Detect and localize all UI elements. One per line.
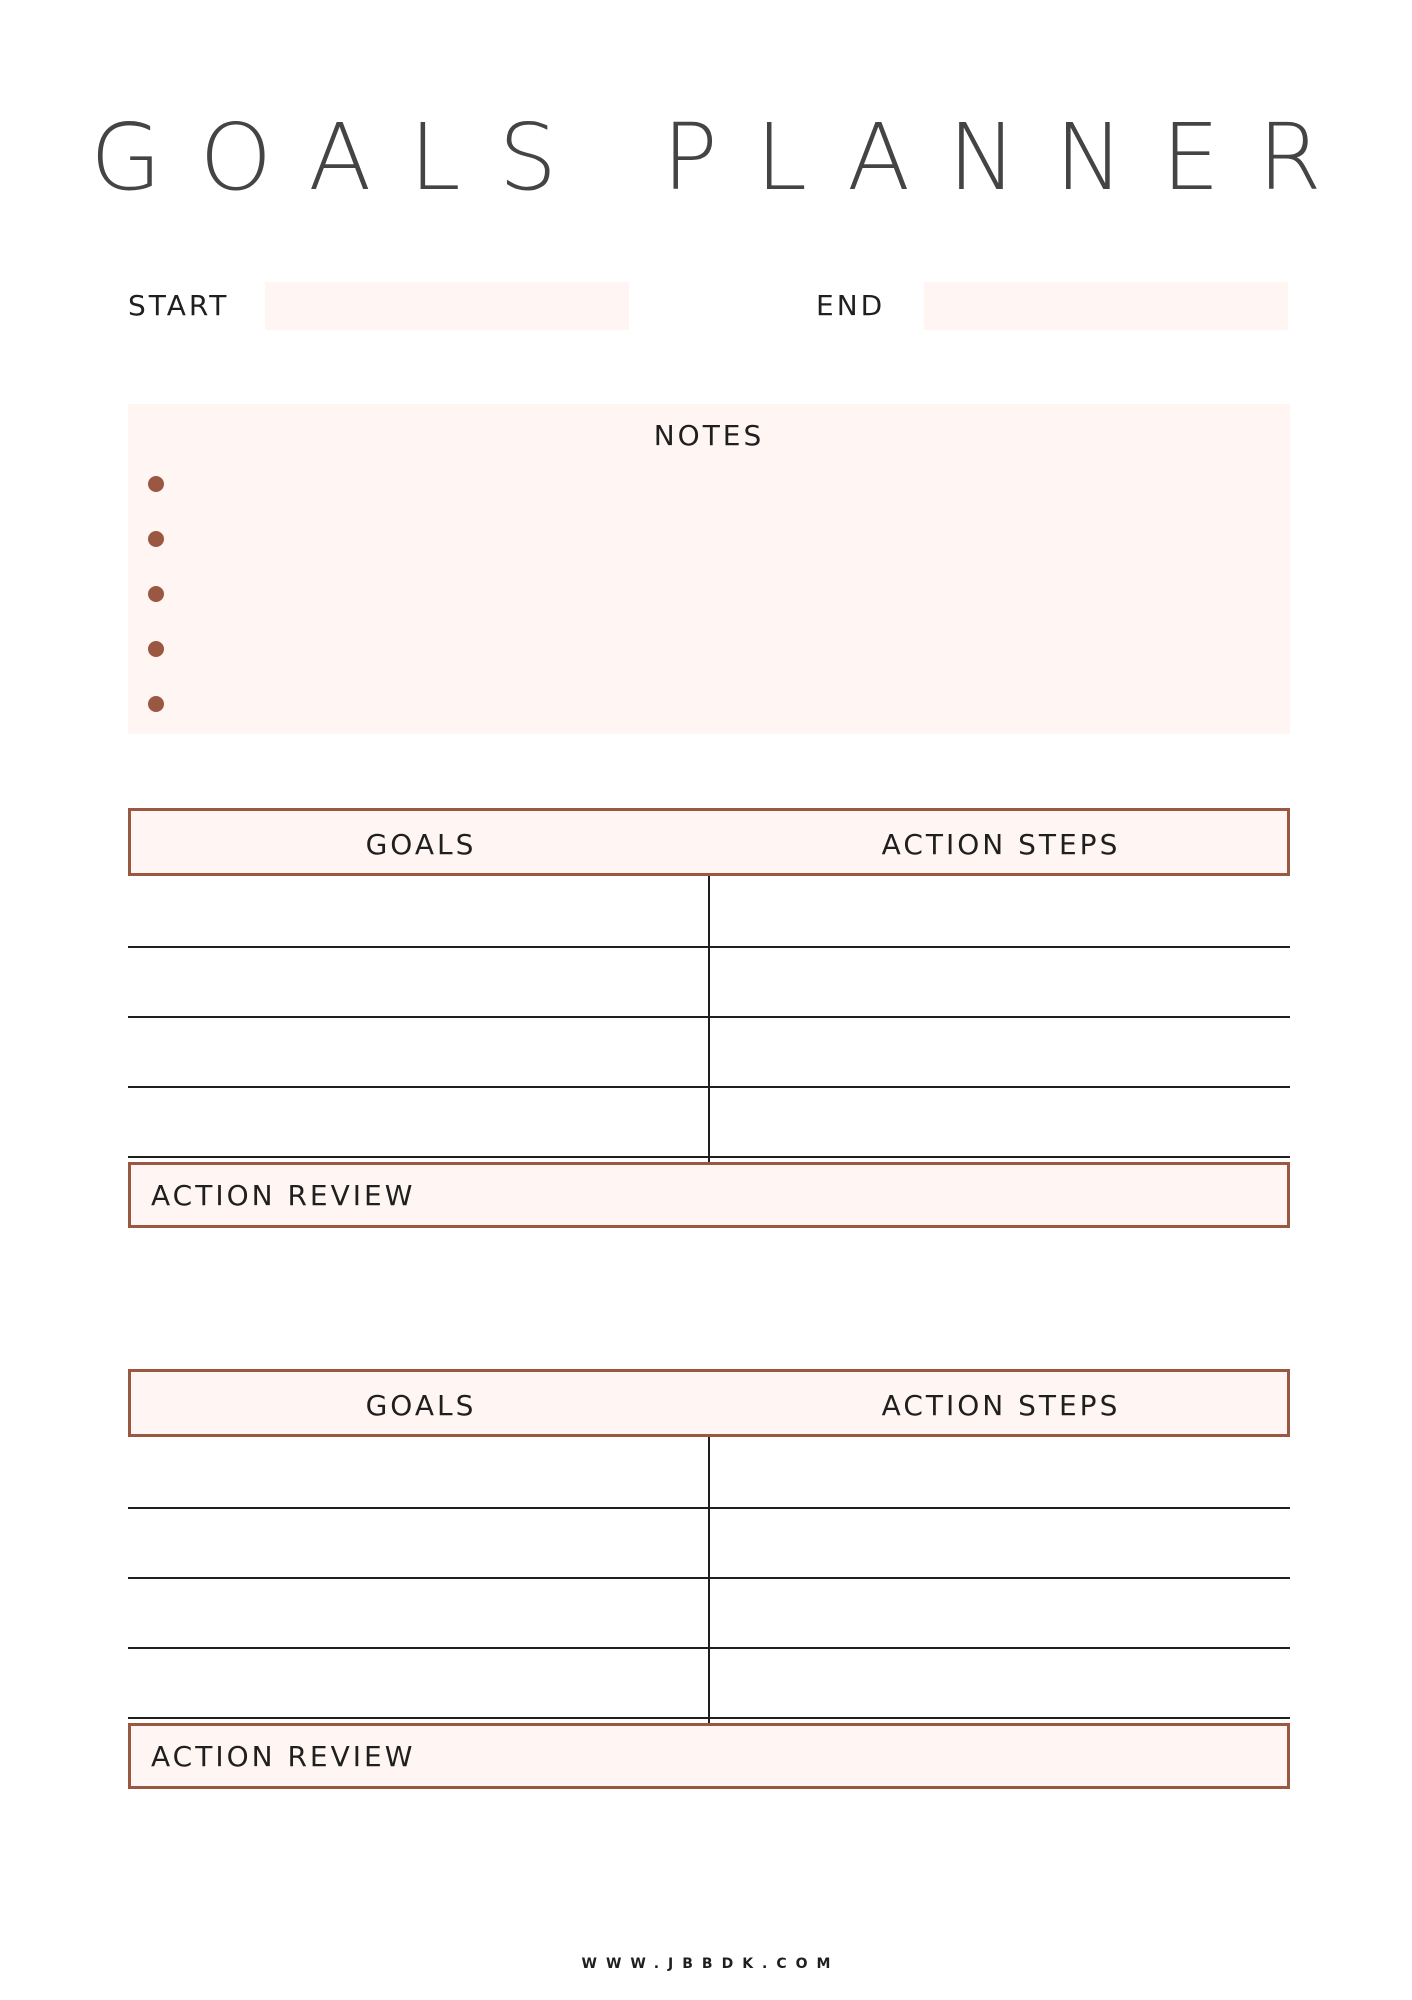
- end-date-field[interactable]: [924, 282, 1288, 330]
- end-label: END: [816, 289, 886, 322]
- action-step-cell[interactable]: [710, 1577, 1290, 1647]
- action-step-cell[interactable]: [710, 1016, 1290, 1086]
- goal-cell[interactable]: [128, 1507, 708, 1577]
- notes-bullet: [148, 641, 164, 657]
- action-review-label: ACTION REVIEW: [151, 1179, 416, 1212]
- action-step-cell[interactable]: [710, 1086, 1290, 1156]
- action-review-field[interactable]: [128, 1162, 1290, 1228]
- notes-bullet: [148, 696, 164, 712]
- footer-website: WWW.JBBDK.COM: [581, 1956, 840, 1972]
- action-steps-column-header: ACTION STEPS: [881, 1389, 1121, 1422]
- goal-cell[interactable]: [128, 946, 708, 1016]
- goals-table-header: [128, 1369, 1290, 1437]
- action-step-cell[interactable]: [710, 876, 1290, 946]
- goal-cell[interactable]: [128, 876, 708, 946]
- action-step-cell[interactable]: [710, 1507, 1290, 1577]
- goals-table-body: [128, 1437, 1290, 1723]
- goal-cell[interactable]: [128, 1577, 708, 1647]
- goals-section-2: [128, 1369, 1290, 1789]
- action-review-label: ACTION REVIEW: [151, 1740, 416, 1773]
- page-title: GOALS PLANNER: [90, 104, 1360, 211]
- start-label: START: [128, 289, 230, 322]
- goal-cell[interactable]: [128, 1647, 708, 1717]
- notes-panel[interactable]: [128, 404, 1290, 734]
- goal-cell[interactable]: [128, 1437, 708, 1507]
- goals-table-header: [128, 808, 1290, 876]
- action-step-cell[interactable]: [710, 1647, 1290, 1717]
- notes-bullet: [148, 586, 164, 602]
- start-date-field[interactable]: [265, 282, 629, 330]
- goals-section-1: [128, 808, 1290, 1228]
- goal-cell[interactable]: [128, 1086, 708, 1156]
- notes-bullet: [148, 531, 164, 547]
- goals-table-body: [128, 876, 1290, 1162]
- notes-title: NOTES: [653, 419, 765, 452]
- action-review-field[interactable]: [128, 1723, 1290, 1789]
- notes-bullet: [148, 476, 164, 492]
- goal-cell[interactable]: [128, 1016, 708, 1086]
- goals-column-header: GOALS: [365, 1389, 477, 1422]
- action-steps-column-header: ACTION STEPS: [881, 828, 1121, 861]
- action-step-cell[interactable]: [710, 946, 1290, 1016]
- goals-column-header: GOALS: [365, 828, 477, 861]
- action-step-cell[interactable]: [710, 1437, 1290, 1507]
